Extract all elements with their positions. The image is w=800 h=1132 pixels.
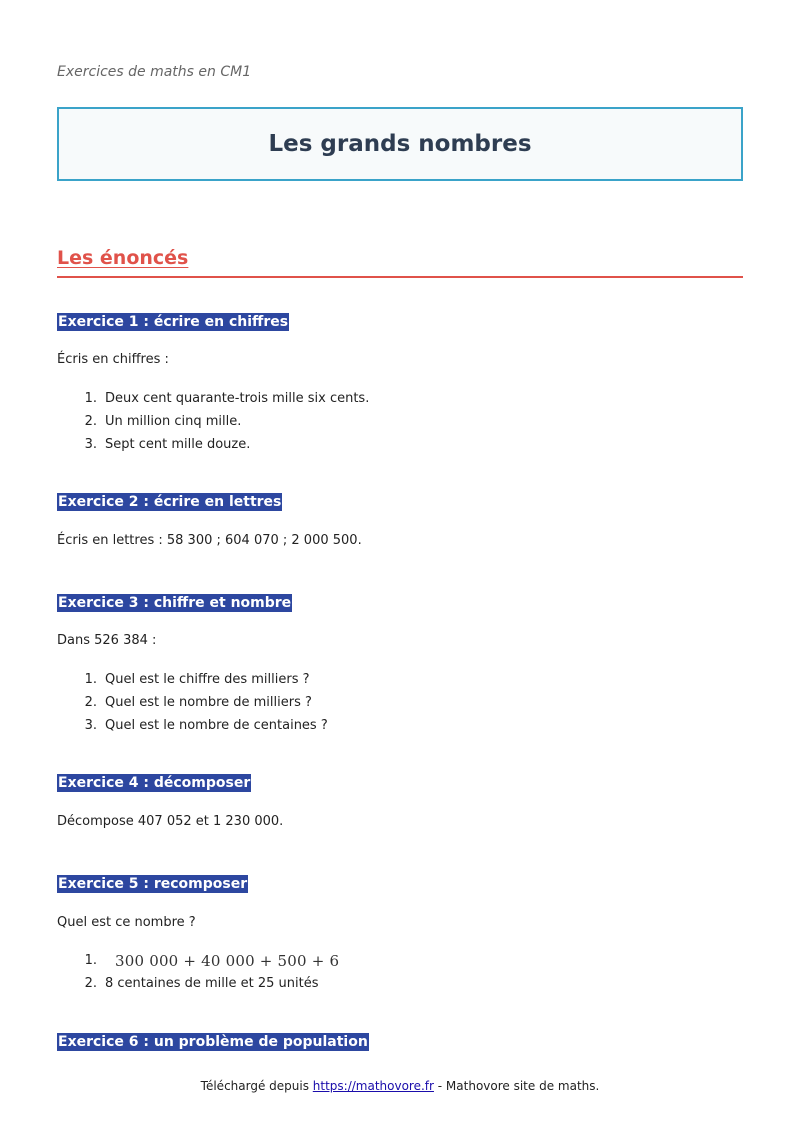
list-item — [57, 413, 369, 436]
exercise-4-instruction: Décompose 407 052 et 1 230 000. — [57, 814, 284, 829]
exercise-3-instruction: Dans 526 384 : — [57, 633, 157, 648]
list-number: 2. — [84, 695, 97, 710]
list-item — [57, 671, 328, 694]
math-expression: 300 000 + 40 000 + 500 + 6 — [115, 952, 340, 970]
footer-suffix: - Mathovore site de maths. — [433, 1079, 600, 1093]
exercise-5-heading: Exercice 5 : recomposer — [58, 876, 248, 892]
list-item — [57, 694, 328, 717]
list-text: Un million cinq mille. — [105, 414, 242, 429]
list-item — [57, 390, 369, 413]
list-text: 8 centaines de mille et 25 unités — [105, 976, 319, 991]
section-heading — [57, 246, 743, 278]
list-number: 2. — [84, 976, 97, 991]
exercise-4-heading: Exercice 4 : décomposer — [58, 775, 251, 791]
exercise-6-heading: Exercice 6 : un problème de population — [58, 1034, 368, 1050]
section-title: Les énoncés — [57, 247, 189, 269]
exercise-3-heading: Exercice 3 : chiffre et nombre — [58, 595, 292, 611]
list-number: 1. — [84, 672, 97, 687]
list-item — [57, 717, 328, 740]
list-number: 3. — [84, 718, 97, 733]
list-item — [57, 952, 339, 975]
page-title: Les grands nombres — [268, 131, 532, 157]
exercise-2-instruction: Écris en lettres : 58 300 ; 604 070 ; 2 000 500. — [57, 533, 362, 548]
footer-link[interactable]: https://mathovore.fr — [312, 1079, 434, 1093]
exercise-2-heading: Exercice 2 : écrire en lettres — [58, 494, 282, 510]
list-item — [57, 975, 339, 998]
list-number: 2. — [84, 414, 97, 429]
exercise-1-heading: Exercice 1 : écrire en chiffres — [58, 314, 289, 330]
list-text: Deux cent quarante-trois mille six cents. — [105, 391, 370, 406]
list-item — [57, 436, 369, 459]
exercise-1-list — [57, 390, 369, 459]
list-text: Quel est le chiffre des milliers ? — [105, 672, 310, 687]
list-number: 3. — [84, 437, 97, 452]
footer-prefix: Téléchargé depuis — [200, 1079, 313, 1093]
list-text: Quel est le nombre de milliers ? — [105, 695, 312, 710]
title-box — [57, 107, 743, 181]
exercise-3-list — [57, 671, 328, 740]
exercise-5-instruction: Quel est ce nombre ? — [57, 915, 196, 930]
list-text: Quel est le nombre de centaines ? — [105, 718, 328, 733]
list-number: 1. — [84, 391, 97, 406]
exercise-1-instruction: Écris en chiffres : — [57, 352, 169, 367]
list-number: 1. — [84, 953, 97, 968]
list-text: Sept cent mille douze. — [105, 437, 251, 452]
exercise-5-list — [57, 952, 339, 998]
document-subtitle: Exercices de maths en CM1 — [57, 64, 252, 80]
page-footer — [0, 1079, 800, 1093]
